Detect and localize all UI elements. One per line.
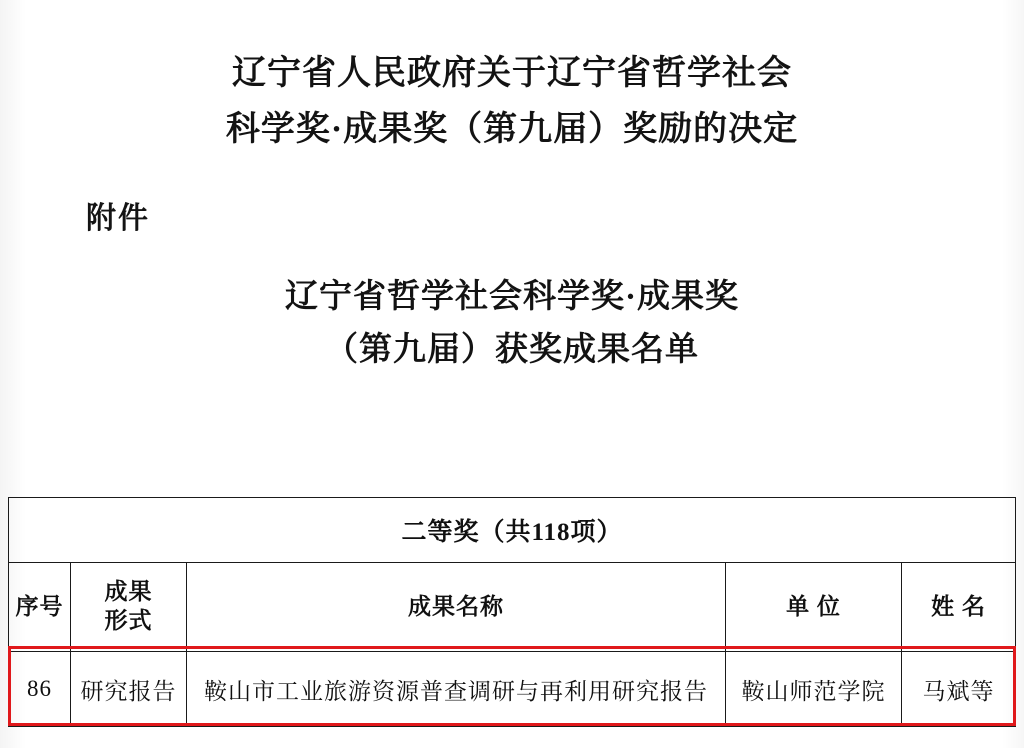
cell-no: 86	[9, 652, 71, 727]
award-table	[8, 497, 1016, 727]
award-list-title-line-2: （第九届）获奖成果名单	[325, 332, 699, 369]
award-band-label: 二等奖（共118项）	[9, 498, 1016, 563]
cell-unit: 鞍山师范学院	[725, 652, 901, 727]
header-form-line-1: 成果	[104, 579, 153, 605]
cell-name: 鞍山市工业旅游资源普查调研与再利用研究报告	[187, 652, 726, 727]
award-band-row	[9, 498, 1016, 563]
table-row	[9, 652, 1016, 727]
header-form-line-2: 形式	[104, 608, 153, 633]
header-no: 序号	[9, 563, 71, 652]
document-title-line-1: 辽宁省人民政府关于辽宁省哲学社会	[232, 55, 792, 92]
cell-form: 研究报告	[71, 652, 187, 727]
award-list-title	[0, 271, 1024, 378]
document-title	[0, 0, 1024, 159]
table-header-row	[9, 563, 1016, 652]
document-title-line-2: 科学奖·成果奖（第九届）奖励的决定	[225, 111, 799, 149]
attachment-label: 附件	[86, 201, 150, 235]
award-table-container	[8, 497, 1016, 727]
header-name: 成果名称	[187, 563, 726, 652]
cell-person: 马斌等	[901, 652, 1015, 727]
header-unit: 单 位	[725, 563, 901, 652]
header-person: 姓 名	[901, 563, 1015, 652]
award-list-title-line-1: 辽宁省哲学社会科学奖·成果奖	[284, 278, 739, 315]
header-form	[71, 563, 187, 652]
